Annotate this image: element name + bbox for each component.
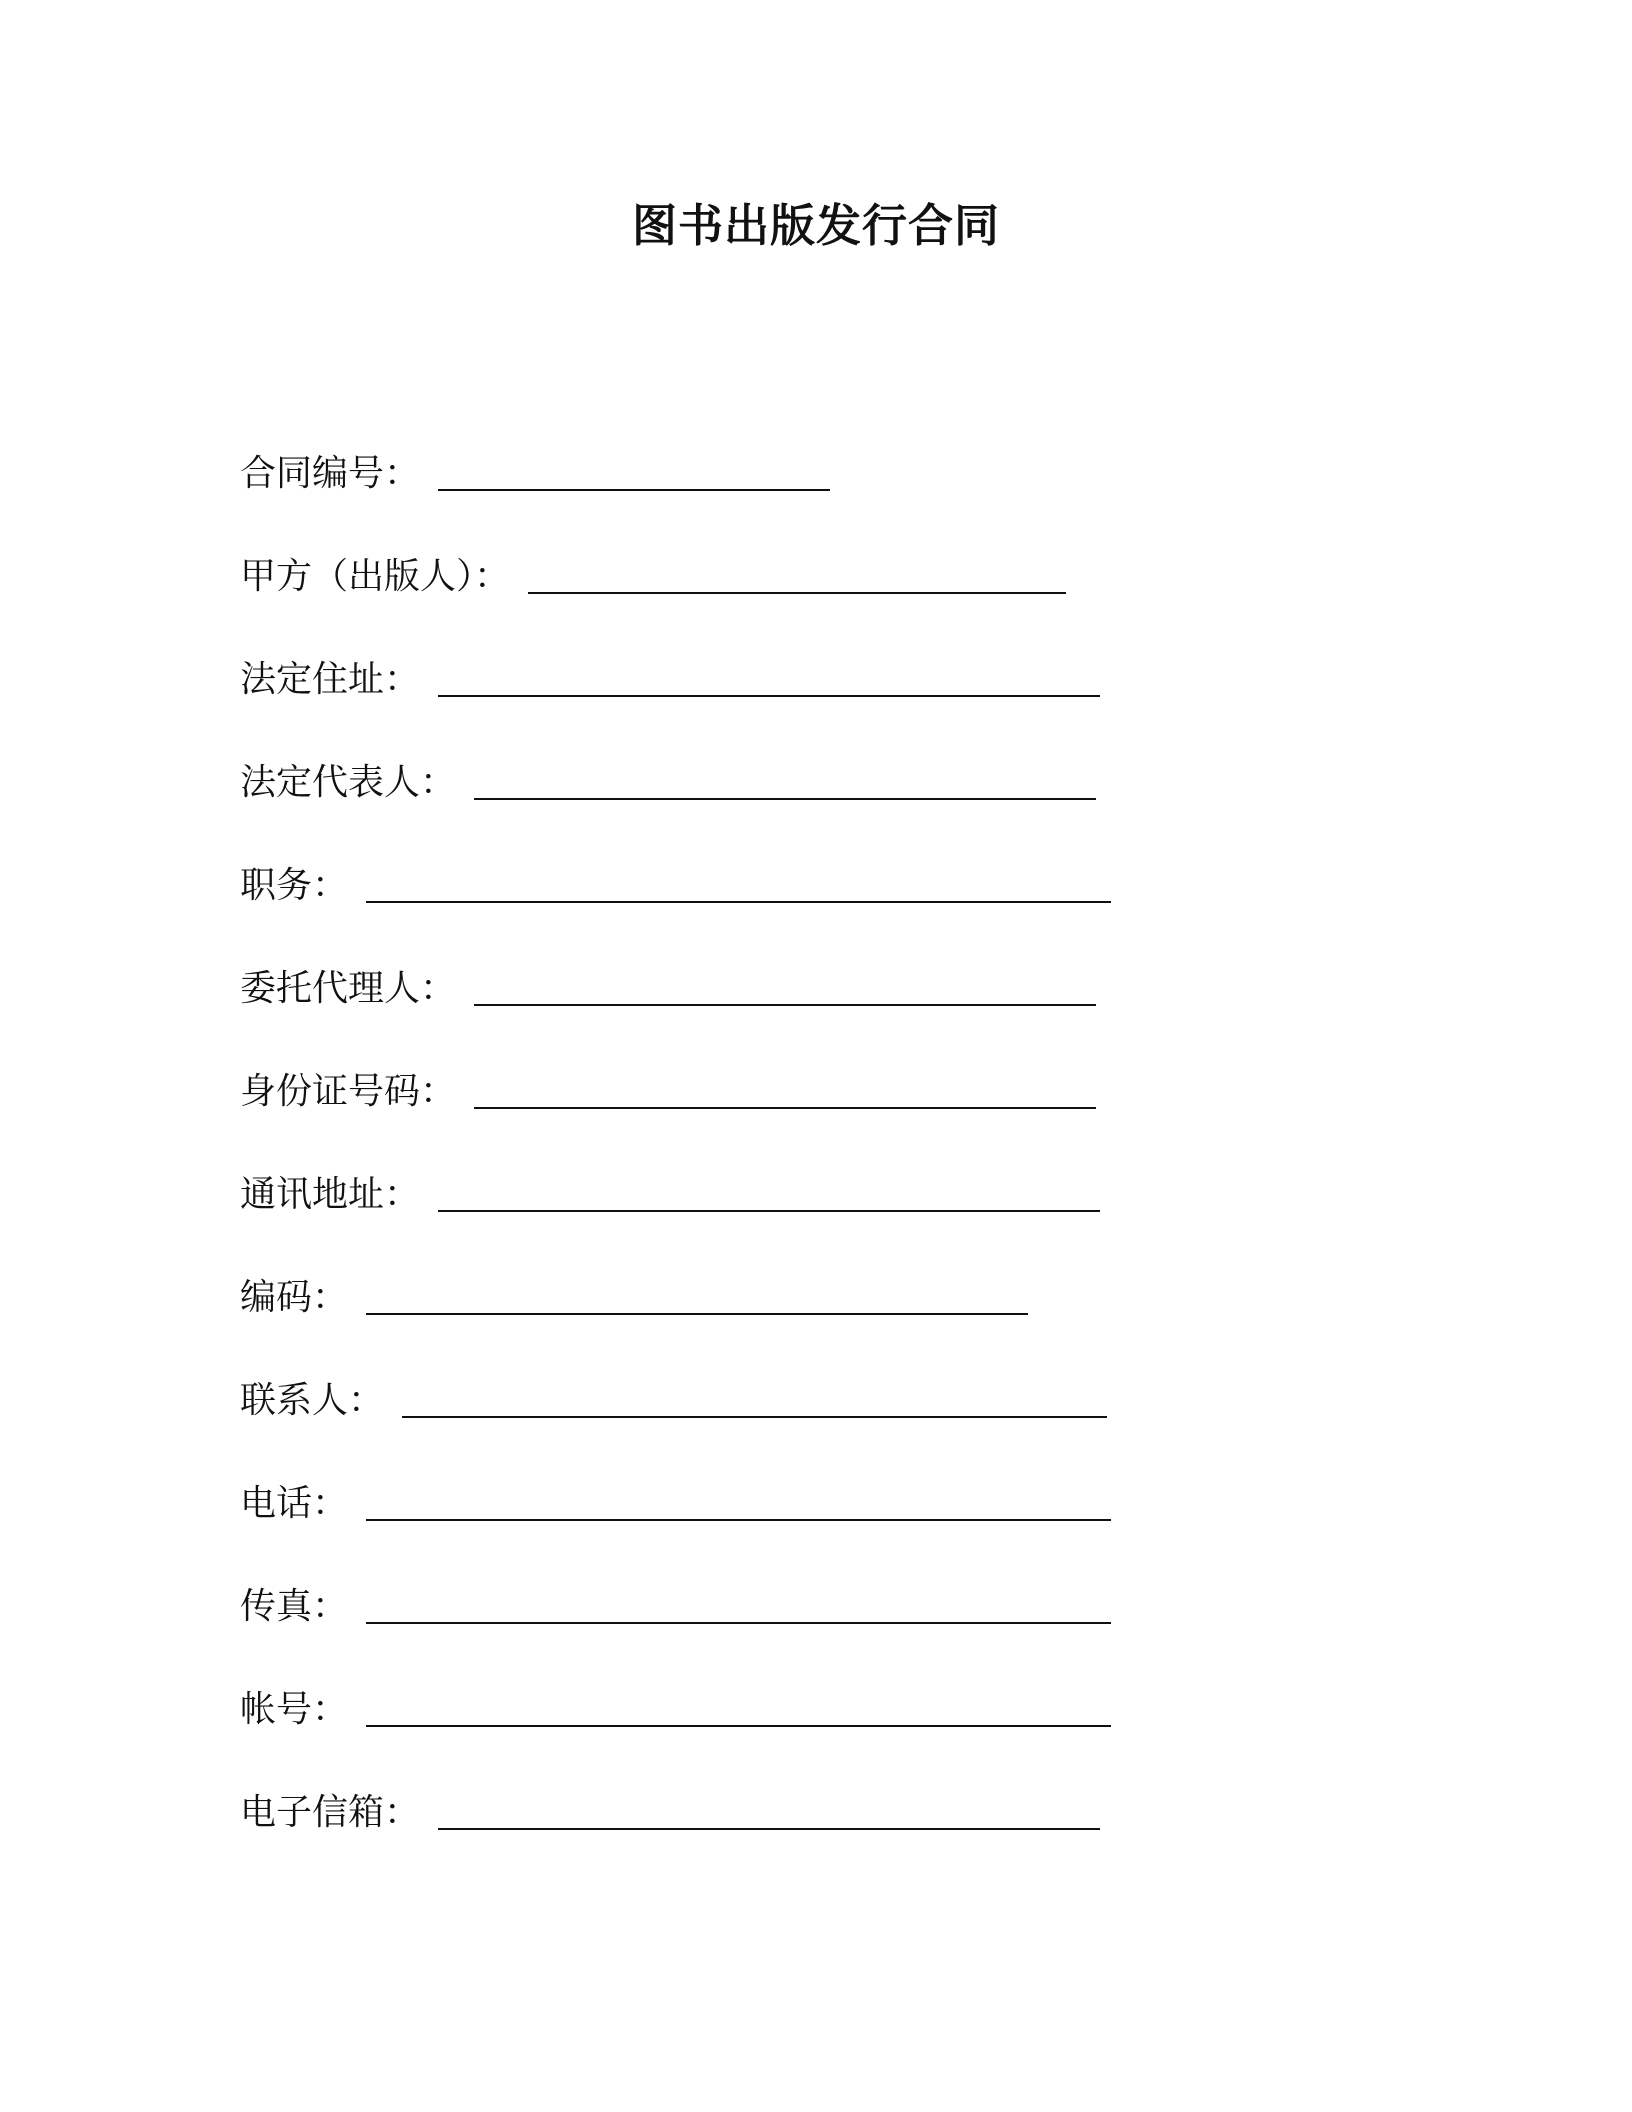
field-contract-number — [240, 446, 830, 498]
field-id-number — [240, 1064, 1096, 1116]
mailing-address-blank[interactable] — [438, 1210, 1100, 1212]
field-label: 法定住址： — [240, 659, 421, 700]
field-label: 电子信箱： — [240, 1792, 421, 1833]
field-position — [240, 858, 1111, 910]
field-label: 甲方（出版人）： — [240, 556, 511, 597]
field-label: 传真： — [240, 1586, 349, 1627]
field-legal-address — [240, 652, 1100, 704]
account-number-blank[interactable] — [366, 1725, 1111, 1727]
authorized-agent-blank[interactable] — [474, 1004, 1096, 1006]
id-number-blank[interactable] — [474, 1107, 1096, 1109]
field-label: 职务： — [240, 865, 349, 906]
field-mailing-address — [240, 1167, 1100, 1219]
postal-code-blank[interactable] — [366, 1313, 1028, 1315]
field-fax — [240, 1579, 1111, 1631]
field-label: 法定代表人： — [240, 762, 457, 803]
field-label: 身份证号码： — [240, 1071, 457, 1112]
field-label: 通讯地址： — [240, 1174, 421, 1215]
field-legal-representative — [240, 755, 1096, 807]
contact-person-blank[interactable] — [402, 1416, 1107, 1418]
email-blank[interactable] — [438, 1828, 1100, 1830]
field-authorized-agent — [240, 961, 1096, 1013]
field-party-a-publisher — [240, 549, 1066, 601]
legal-representative-blank[interactable] — [474, 798, 1096, 800]
field-account-number — [240, 1682, 1111, 1734]
field-label: 帐号： — [240, 1689, 349, 1730]
contract-number-blank[interactable] — [438, 489, 830, 491]
party-a-publisher-blank[interactable] — [528, 592, 1066, 594]
phone-blank[interactable] — [366, 1519, 1111, 1521]
legal-address-blank[interactable] — [438, 695, 1100, 697]
field-phone — [240, 1476, 1111, 1528]
field-label: 合同编号： — [240, 453, 421, 494]
field-contact-person — [240, 1373, 1107, 1425]
field-label: 委托代理人： — [240, 968, 457, 1009]
position-blank[interactable] — [366, 901, 1111, 903]
field-label: 电话： — [240, 1483, 349, 1524]
fax-blank[interactable] — [366, 1622, 1111, 1624]
field-label: 编码： — [240, 1277, 349, 1318]
document-title: 图书出版发行合同 — [631, 199, 1000, 252]
field-postal-code — [240, 1270, 1028, 1322]
field-label: 联系人： — [240, 1380, 385, 1421]
field-email — [240, 1785, 1100, 1837]
